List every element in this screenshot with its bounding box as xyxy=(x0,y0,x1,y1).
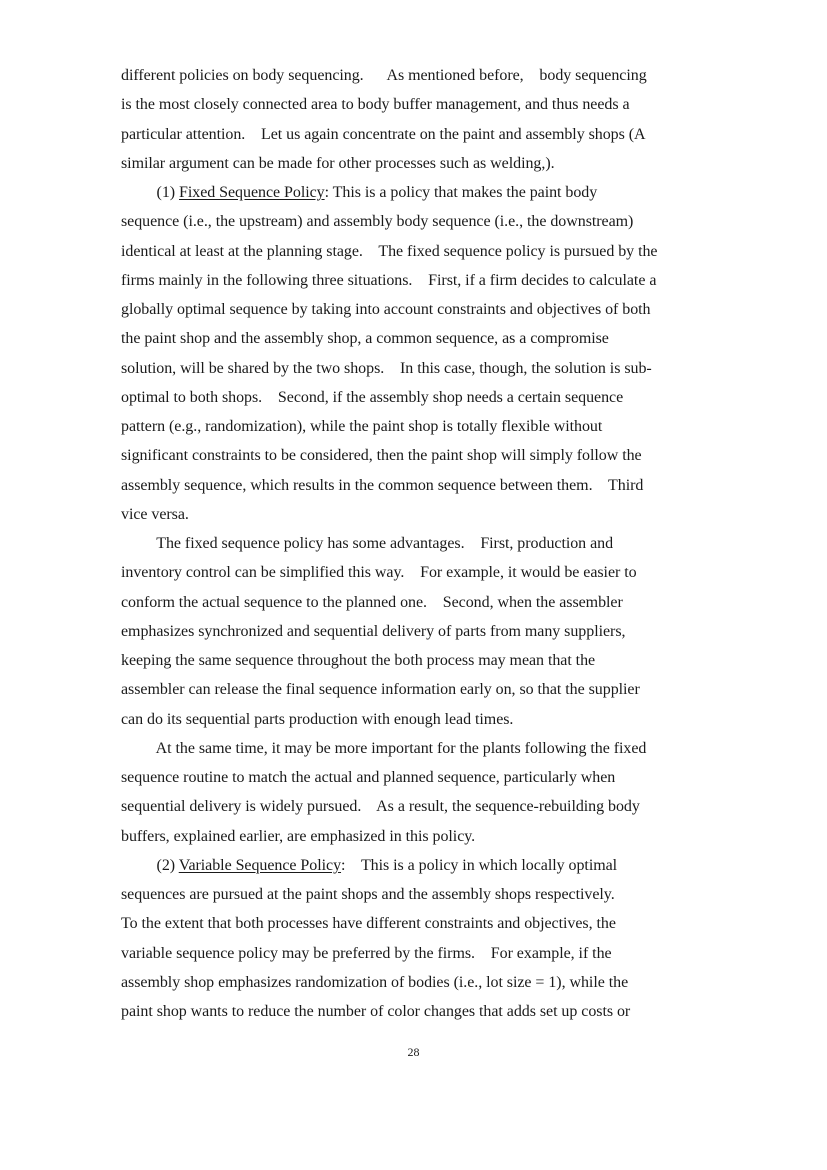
text-line: significant constraints to be considered, then the paint shop will simply follow the xyxy=(121,447,642,465)
text-line: To the extent that both processes have different constraints and objectives, the xyxy=(121,915,616,933)
text-line: sequence (i.e., the upstream) and assembly body sequence (i.e., the downstream) xyxy=(121,213,634,231)
text-line: keeping the same sequence throughout the both process may mean that the xyxy=(121,652,596,669)
text-line: assembly sequence, which results in the common sequence between them. Third xyxy=(121,476,644,494)
line-rest: : This is a policy in which locally optimal xyxy=(341,856,618,874)
text-line: solution, will be shared by the two shops. In this case, though, the solution is sub- xyxy=(121,359,652,377)
text-line: different policies on body sequencing. As mentioned before, body sequencing xyxy=(121,67,647,84)
text-line xyxy=(121,183,597,203)
text-line: can do its sequential parts production with enough lead times. xyxy=(121,710,514,728)
text-line: assembly shop emphasizes randomization of bodies (i.e., lot size = 1), while the xyxy=(121,973,629,991)
text-line: inventory control can be simplified this way. For example, it would be easier to xyxy=(121,564,637,582)
text-line: sequences are pursued at the paint shops and the assembly shops respectively. xyxy=(121,886,615,903)
line-rest: : This is a policy that makes the paint body xyxy=(324,184,598,201)
text-line: particular attention. Let us again concentrate on the paint and assembly shops (A xyxy=(121,125,646,143)
text-line: firms mainly in the following three situations. First, if a firm decides to calculate a xyxy=(121,271,657,289)
text-line: identical at least at the planning stage. The fixed sequence policy is pursued by the xyxy=(121,242,658,260)
text-line: globally optimal sequence by taking into account constraints and objectives of both xyxy=(121,301,651,318)
text-line: emphasizes synchronized and sequential delivery of parts from many suppliers, xyxy=(121,622,626,640)
page-number: 28 xyxy=(407,1045,420,1059)
text-line: vice versa. xyxy=(121,505,189,523)
line-lead: (2) xyxy=(121,856,179,874)
text-line: The fixed sequence policy has some advantages. First, production and xyxy=(121,535,614,552)
text-line xyxy=(121,856,617,876)
text-line: pattern (e.g., randomization), while the paint shop is totally flexible without xyxy=(121,418,603,435)
section-heading: Variable Sequence Policy xyxy=(178,856,342,874)
text-line: buffers, explained earlier, are emphasized in this policy. xyxy=(121,827,476,845)
text-line: sequential delivery is widely pursued. As a result, the sequence-rebuilding body xyxy=(121,798,640,816)
section-heading: Fixed Sequence Policy xyxy=(179,184,325,201)
text-line: sequence routine to match the actual and planned sequence, particularly when xyxy=(121,769,616,786)
text-line: similar argument can be made for other processes such as welding,). xyxy=(121,154,555,172)
line-lead: (1) xyxy=(121,184,180,201)
text-line: the paint shop and the assembly shop, a common sequence, as a compromise xyxy=(121,330,609,348)
text-line: variable sequence policy may be preferred by the firms. For example, if the xyxy=(121,944,612,962)
text-line: optimal to both shops. Second, if the assembly shop needs a certain sequence xyxy=(121,388,624,406)
text-line: conform the actual sequence to the planned one. Second, when the assembler xyxy=(121,593,623,611)
text-line: assembler can release the final sequence information early on, so that the supplier xyxy=(121,681,640,699)
text-line: At the same time, it may be more important for the plants following the fixed xyxy=(121,739,647,757)
text-line: paint shop wants to reduce the number of color changes that adds set up costs or xyxy=(121,1003,631,1020)
text-line: is the most closely connected area to body buffer management, and thus needs a xyxy=(121,96,630,114)
